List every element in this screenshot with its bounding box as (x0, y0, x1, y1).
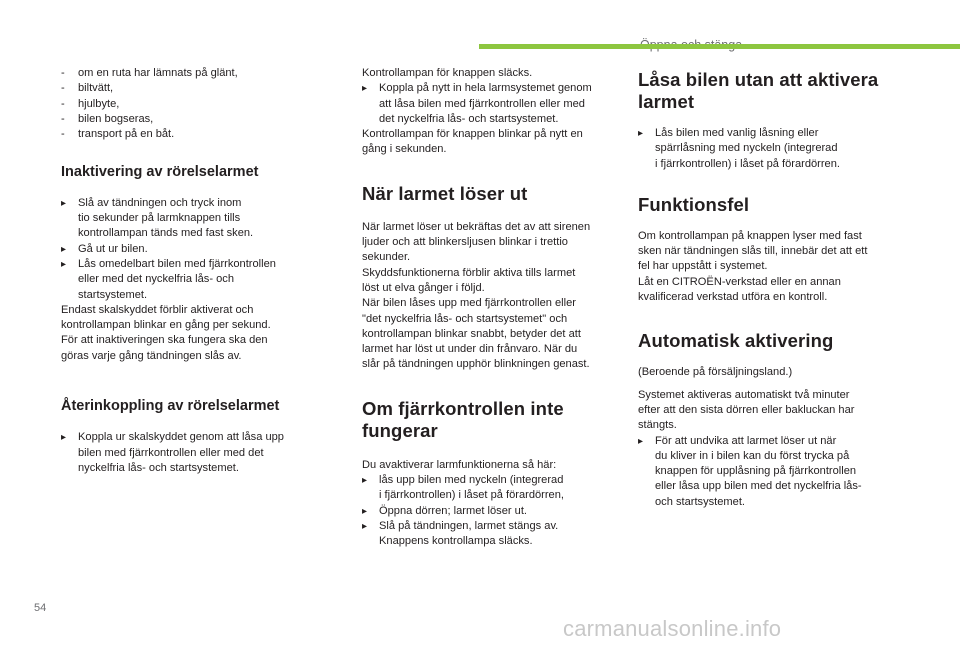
header-accent-bar (479, 44, 960, 49)
bullet-item (362, 504, 614, 519)
text-line: det nyckelfria lås- och startsystemet. (379, 112, 559, 125)
list-item: - biltvätt, (61, 81, 331, 96)
list-item: - transport på en båt. (61, 127, 331, 142)
paragraph: Kontrollampan för knappen blinkar på nytt en gång i sekunden. (362, 128, 583, 156)
heading-lasa-bilen: Låsa bilen utan att aktivera larmet (638, 69, 879, 112)
text-line: i fjärrkontrollen) i låset på förardörren, (379, 489, 564, 502)
watermark: carmanualsonline.info (563, 616, 782, 641)
bullet-icon: ▸ (61, 258, 67, 270)
text-line: Slå av tändningen och tryck inom (78, 196, 242, 209)
paragraph: Du avaktiverar larmfunktionerna så här: (362, 458, 557, 471)
text-line: startsystemet. (78, 288, 148, 301)
text-line: kontrollampan tänds med fast sken. (78, 227, 254, 240)
column-2 (362, 66, 614, 550)
bullet-icon: ▸ (61, 243, 67, 255)
bullet-icon: ▸ (362, 505, 368, 517)
heading-aterinkoppling: Återinkoppling av rörelselarmet (61, 398, 280, 415)
heading-fjarrkontroll: Om fjärrkontrollen inte fungerar (362, 397, 564, 441)
heading-funktionsfel: Funktionsfel (638, 193, 750, 215)
text-line: du kliver in i bilen kan du först trycka på (655, 449, 850, 462)
text-line: Koppla på nytt in hela larmsystemet genom (379, 82, 592, 95)
bullet-item (362, 473, 614, 504)
text-line: och startsystemet. (655, 495, 746, 508)
list-item: - bilen bogseras, (61, 112, 331, 127)
list-item: - hjulbyte, (61, 97, 331, 112)
bullet-icon: ▸ (638, 435, 644, 447)
bullet-icon: ▸ (362, 520, 368, 532)
text-line: att låsa bilen med fjärrkontrollen eller med (379, 97, 585, 110)
text-line: lås upp bilen med nyckeln (integrerad (379, 474, 564, 487)
bullet-item (638, 434, 893, 510)
text-line: Slå på tändningen, larmet stängs av. (379, 519, 559, 532)
text-line: i fjärrkontrollen) i låset på förardörren. (655, 157, 840, 170)
bullet-icon: ▸ (638, 128, 644, 139)
bullet-icon: ▸ (61, 197, 67, 209)
page-number: 54 (34, 602, 47, 614)
bullet-item (61, 242, 331, 257)
bullet-item (362, 81, 614, 127)
heading-nar-larmet: När larmet löser ut (362, 182, 528, 204)
paragraph: Endast skalskyddet förblir aktiverat och kontrollampan blinkar en gång per sekund. För att inaktiveringen ska fungera ska den göras varje gång tändningen slås av. (61, 303, 271, 362)
column-1 (61, 66, 331, 476)
text-line: tio sekunder på larmknappen tills (78, 212, 241, 225)
text-line: eller låsa upp bilen med det nyckelfria lås- (655, 480, 862, 493)
paragraph: Systemet aktiveras automatiskt två minuter efter att den sista dörren eller bakluckan har stängts. (638, 388, 855, 432)
paragraph: (Beroende på försäljningsland.) (638, 366, 793, 379)
bullet-item (638, 126, 893, 172)
text-line: nyckelfria lås- och startsystemet. (78, 461, 239, 474)
bullet-icon: ▸ (61, 432, 67, 444)
bullet-icon: ▸ (362, 83, 368, 95)
text-line: Öppna dörren; larmet löser ut. (379, 504, 527, 517)
bullet-item (61, 257, 331, 303)
text-line: knappen för upplåsning på fjärrkontrollen (655, 465, 857, 478)
text-line: Lås bilen med vanlig låsning eller (655, 127, 819, 139)
paragraph: Om kontrollampan på knappen lyser med fast sken när tändningen slås till, innebär det att ett fel har uppstått i systemet. Låt en CITROËN-verkstad eller en annan kvalificerad verkstad utföra en kontroll. (638, 229, 868, 304)
paragraph: Kontrollampan för knappen släcks. (362, 67, 533, 79)
bullet-icon: ▸ (362, 475, 368, 487)
heading-automatisk: Automatisk aktivering (638, 330, 834, 352)
text-line: Koppla ur skalskyddet genom att låsa upp (78, 431, 284, 444)
bullet-item (362, 519, 614, 550)
bullet-item (61, 196, 331, 242)
text-line: Gå ut ur bilen. (78, 242, 148, 255)
text-line: Knappens kontrollampa släcks. (379, 535, 533, 548)
text-line: Lås omedelbart bilen med fjärrkontrollen (78, 257, 276, 270)
bullet-item (61, 430, 331, 476)
text-line: För att undvika att larmet löser ut när (655, 434, 837, 447)
list-item: - om en ruta har lämnats på glänt, (61, 66, 331, 81)
text-line: spärrlåsning med nyckeln (integrerad (655, 142, 838, 155)
paragraph: När larmet löser ut bekräftas det av att sirenen ljuder och att blinkersljusen blinkar i trettio sekunder. Skyddsfunktionerna förblir aktiva tills larmet löst ut elva gånger i följd. När bilen låses upp med fjärrkontrollen eller "det nyckelfria lås- och startsystemet" och kontrollampan blinkar snabbt, betyder det att larmet har löst ut under din frånvaro. När du slår på tändningen upphör blinkningen genast. (362, 220, 591, 371)
text-line: eller med det nyckelfria lås- och (78, 273, 234, 286)
column-3 (638, 69, 893, 510)
heading-inaktivering: Inaktivering av rörelselarmet (61, 164, 259, 181)
text-line: bilen med fjärrkontrollen eller med det (78, 446, 264, 459)
